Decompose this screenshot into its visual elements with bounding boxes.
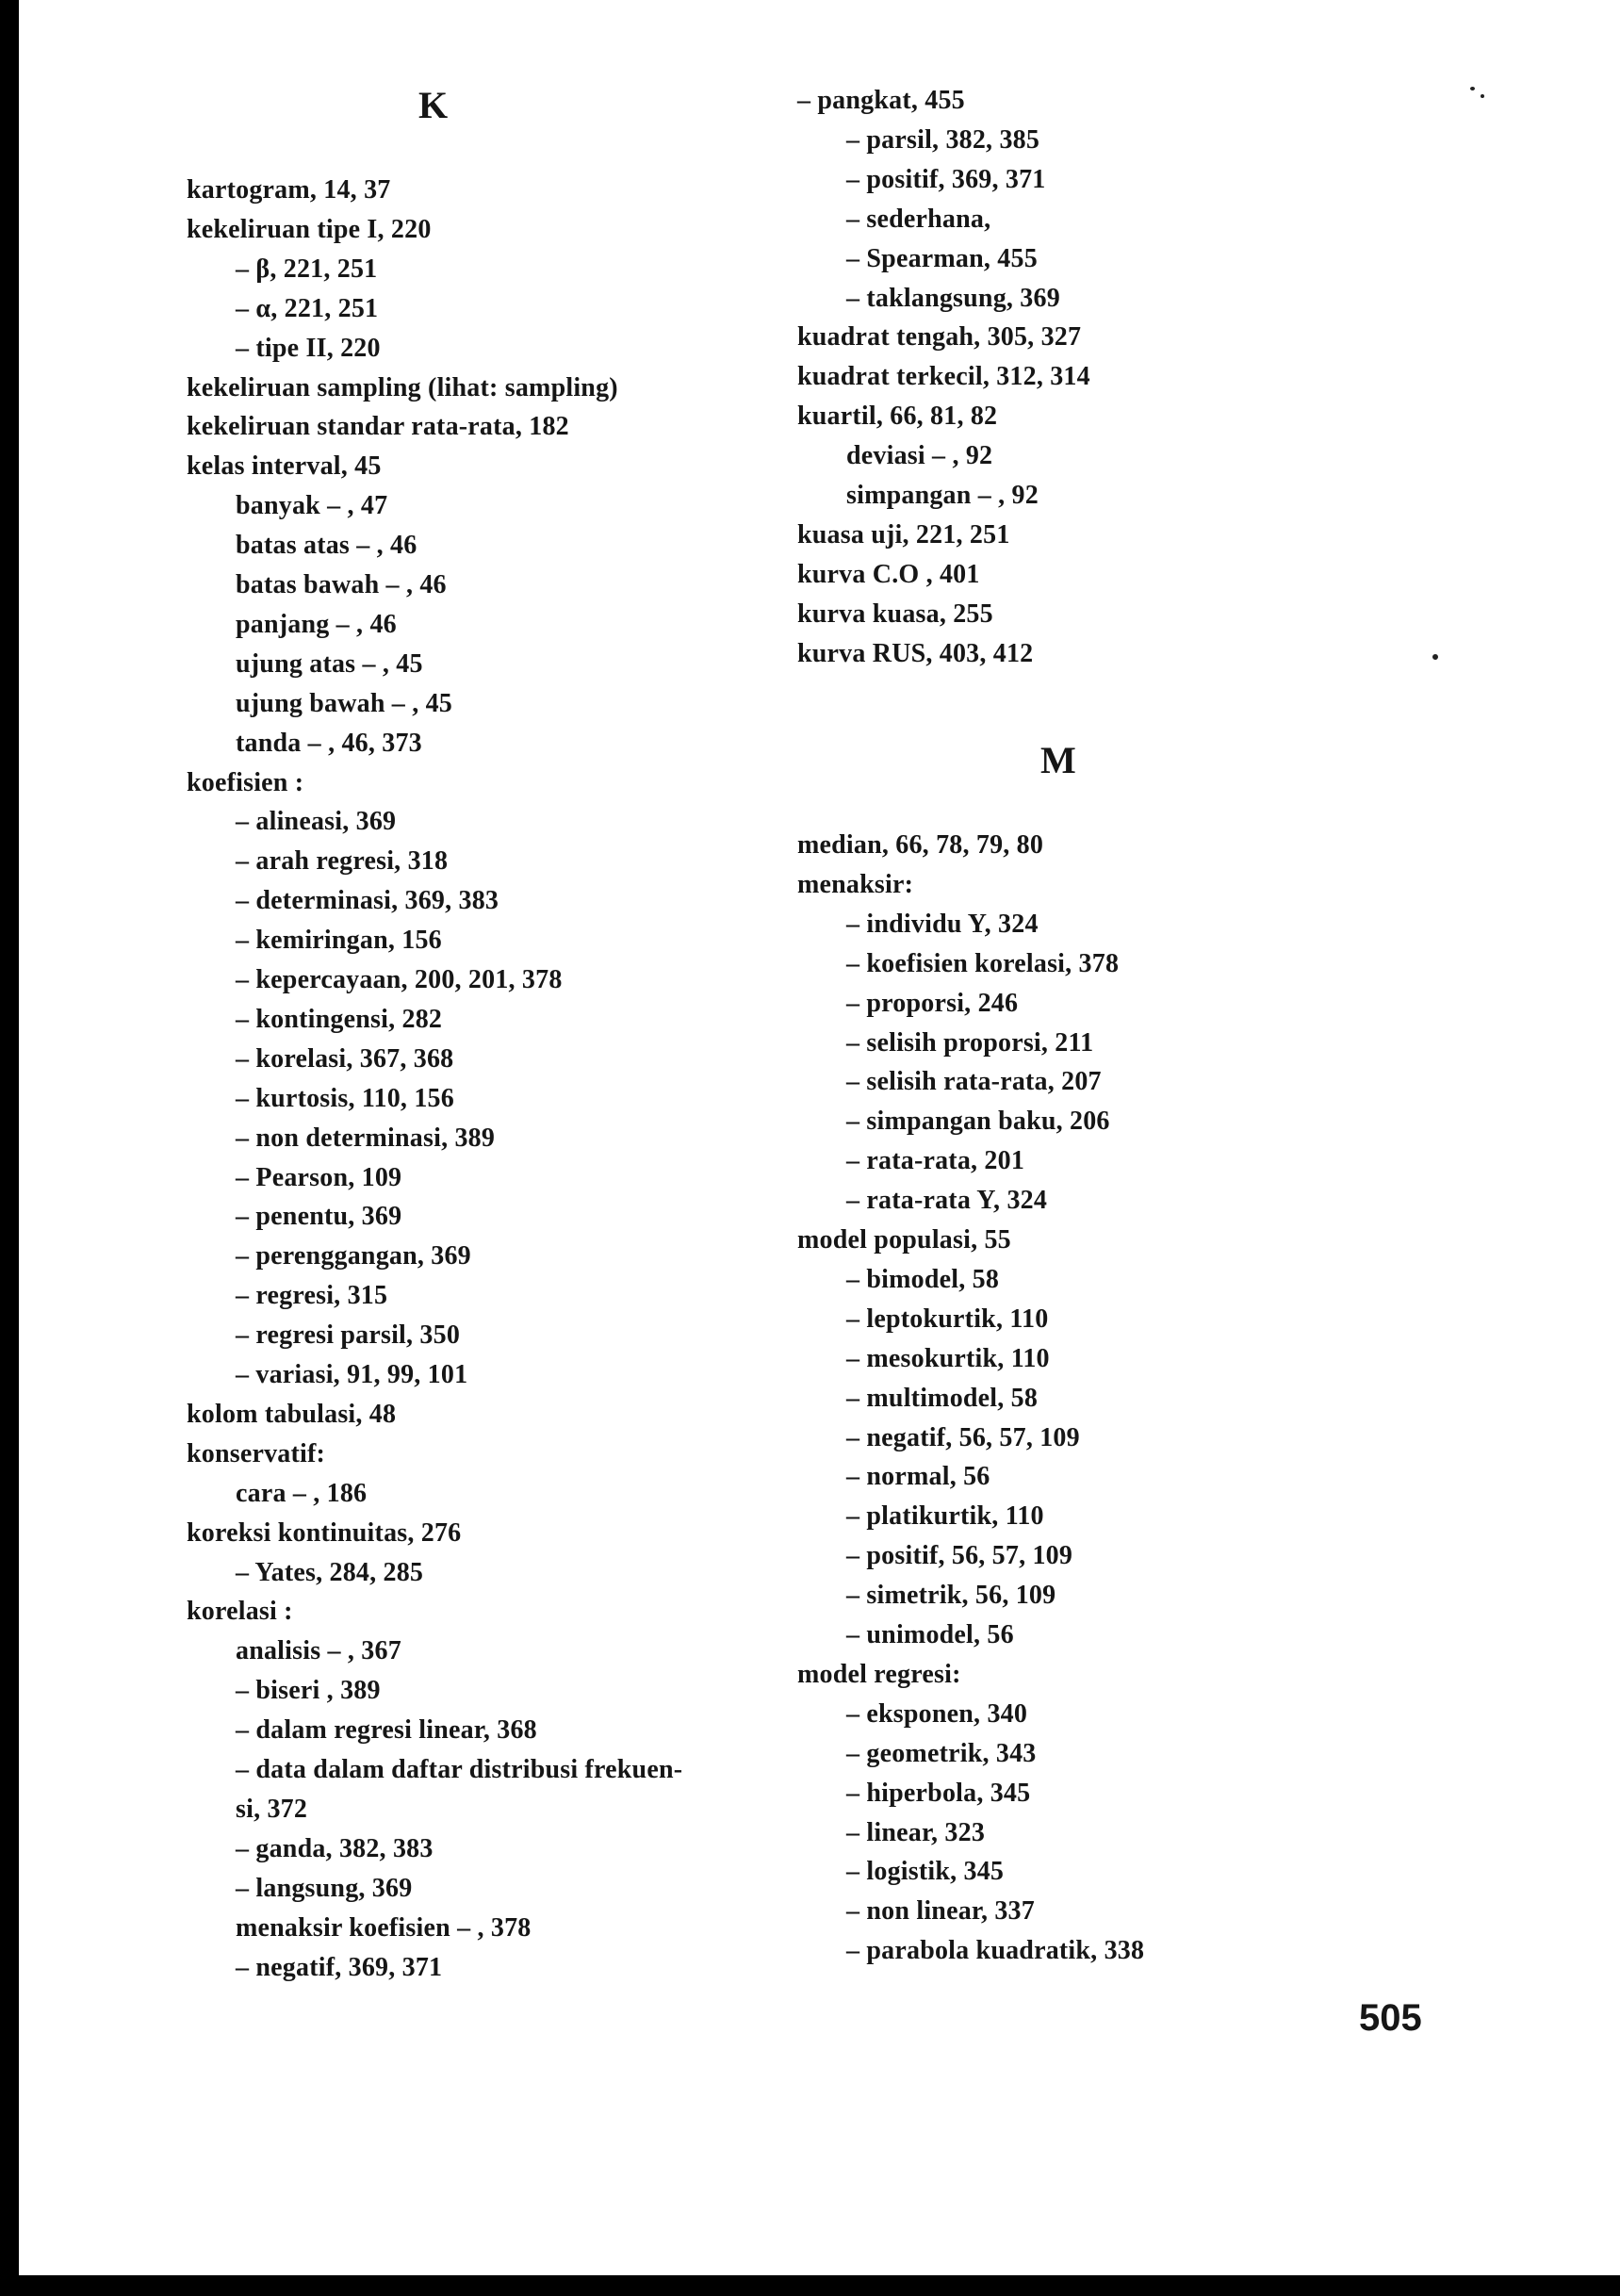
index-entry: kurva RUS, 403, 412 [797, 638, 1034, 668]
index-subentry: deviasi – , 92 [846, 441, 993, 471]
index-subentry: – bimodel, 58 [846, 1264, 1000, 1294]
index-entry: kuadrat terkecil, 312, 314 [797, 362, 1090, 392]
index-subentry: – alineasi, 369 [236, 807, 397, 837]
index-entry: kuasa uji, 221, 251 [797, 519, 1010, 549]
scan-border-left [0, 0, 19, 2296]
index-entry: model regresi: [797, 1659, 961, 1689]
index-subentry: – mesokurtik, 110 [846, 1343, 1050, 1373]
index-entry: koreksi kontinuitas, 276 [187, 1517, 462, 1548]
index-subentry: – parsil, 382, 385 [846, 124, 1040, 155]
section-heading-k: K [418, 84, 449, 126]
scan-border-bottom [0, 2275, 1620, 2296]
scan-speck [1470, 87, 1475, 90]
index-subentry: batas bawah – , 46 [236, 570, 447, 599]
index-subentry: – selisih rata-rata, 207 [846, 1067, 1102, 1097]
index-entry: kekeliruan sampling (lihat: sampling) [187, 372, 618, 402]
index-subentry: – koefisien korelasi, 378 [846, 948, 1120, 978]
index-entry: kekeliruan standar rata-rata, 182 [187, 412, 569, 442]
index-subentry: – simpangan baku, 206 [846, 1107, 1110, 1137]
index-entry: kolom tabulasi, 48 [187, 1399, 397, 1429]
index-subentry: batas atas – , 46 [236, 531, 417, 561]
index-entry: kurva kuasa, 255 [797, 599, 993, 629]
index-entry: – pangkat, 455 [797, 86, 965, 115]
index-subentry: – Pearson, 109 [236, 1162, 402, 1192]
index-subentry: – selisih proporsi, 211 [846, 1027, 1094, 1058]
scan-speck [1432, 654, 1438, 660]
index-entry: kekeliruan tipe I, 220 [187, 214, 432, 244]
section-heading-m: M [1040, 739, 1076, 781]
index-subentry: – rata-rata Y, 324 [846, 1186, 1048, 1216]
index-entry: kuadrat tengah, 305, 327 [797, 322, 1082, 353]
index-subentry: ujung atas – , 45 [236, 648, 423, 679]
index-subentry: menaksir koefisien – , 378 [236, 1912, 532, 1943]
index-subentry: – negatif, 56, 57, 109 [846, 1422, 1080, 1452]
index-subentry: – positif, 56, 57, 109 [846, 1541, 1073, 1571]
index-entry: model populasi, 55 [797, 1225, 1011, 1255]
index-subentry: – kurtosis, 110, 156 [236, 1083, 454, 1113]
index-subentry: – korelasi, 367, 368 [236, 1043, 454, 1074]
index-subentry: – variasi, 91, 99, 101 [236, 1360, 468, 1389]
index-subentry: – positif, 369, 371 [846, 164, 1046, 194]
page-number: 505 [1359, 1997, 1422, 2039]
index-subentry: banyak – , 47 [236, 491, 388, 521]
index-subentry: – dalam regresi linear, 368 [236, 1715, 537, 1746]
index-entry: menaksir: [797, 869, 914, 899]
index-subentry: – negatif, 369, 371 [236, 1952, 443, 1982]
index-subentry: ujung bawah – , 45 [236, 688, 453, 718]
index-subentry: – platikurtik, 110 [846, 1501, 1044, 1532]
index-subentry: cara – , 186 [236, 1478, 368, 1508]
index-subentry: – perenggangan, 369 [236, 1241, 471, 1271]
index-subentry: – biseri , 389 [236, 1676, 381, 1706]
index-entry: kartogram, 14, 37 [187, 175, 391, 205]
index-subentry: – taklangsung, 369 [846, 283, 1060, 313]
index-subentry: – logistik, 345 [846, 1857, 1005, 1887]
index-subentry: – ganda, 382, 383 [236, 1833, 434, 1863]
index-subentry: – sederhana, [846, 204, 991, 234]
index-subentry: tanda – , 46, 373 [236, 728, 422, 758]
index-subentry: – leptokurtik, 110 [846, 1304, 1049, 1334]
index-subentry: si, 372 [236, 1794, 308, 1824]
index-subentry: – α, 221, 251 [236, 293, 379, 323]
index-subentry: – determinasi, 369, 383 [236, 886, 499, 916]
index-subentry: – non determinasi, 389 [236, 1123, 496, 1153]
index-subentry: – β, 221, 251 [236, 254, 378, 284]
index-subentry: – regresi parsil, 350 [236, 1320, 461, 1351]
index-subentry: – simetrik, 56, 109 [846, 1581, 1056, 1611]
index-subentry: – proporsi, 246 [846, 988, 1019, 1018]
index-subentry: – arah regresi, 318 [236, 846, 449, 877]
index-subentry: – linear, 323 [846, 1817, 986, 1847]
index-subentry: – Spearman, 455 [846, 243, 1038, 273]
index-subentry: – individu Y, 324 [846, 909, 1039, 939]
index-subentry: – parabola kuadratik, 338 [846, 1936, 1145, 1966]
index-subentry: simpangan – , 92 [846, 481, 1039, 510]
index-subentry: – kepercayaan, 200, 201, 378 [236, 965, 563, 994]
index-entry: kelas interval, 45 [187, 451, 382, 482]
index-subentry: – data dalam daftar distribusi frekuen- [236, 1755, 683, 1784]
index-entry: korelasi : [187, 1597, 293, 1627]
scan-speck [1481, 94, 1484, 98]
index-entry: kuartil, 66, 81, 82 [797, 402, 998, 432]
index-subentry: – kemiringan, 156 [236, 926, 442, 956]
index-subentry: – hiperbola, 345 [846, 1778, 1031, 1808]
index-subentry: – multimodel, 58 [846, 1383, 1039, 1413]
index-subentry: – tipe II, 220 [236, 333, 381, 363]
index-entry: median, 66, 78, 79, 80 [797, 830, 1044, 860]
index-subentry: – penentu, 369 [236, 1202, 402, 1232]
index-subentry: analisis – , 367 [236, 1636, 401, 1666]
index-subentry: – unimodel, 56 [846, 1620, 1014, 1649]
index-subentry: – rata-rata, 201 [846, 1146, 1025, 1176]
index-subentry: – geometrik, 343 [846, 1738, 1037, 1768]
index-entry: koefisien : [187, 767, 304, 797]
index-subentry: – normal, 56 [846, 1462, 990, 1492]
index-subentry: – eksponen, 340 [846, 1698, 1028, 1729]
index-subentry: – kontingensi, 282 [236, 1004, 443, 1034]
index-subentry: – regresi, 315 [236, 1281, 388, 1311]
index-entry: kurva C.O , 401 [797, 559, 980, 589]
index-subentry: – non linear, 337 [846, 1896, 1035, 1927]
index-subentry: panjang – , 46 [236, 609, 397, 639]
index-subentry: – Yates, 284, 285 [236, 1557, 424, 1587]
index-subentry: – langsung, 369 [236, 1873, 413, 1903]
index-entry: konservatif: [187, 1438, 326, 1468]
